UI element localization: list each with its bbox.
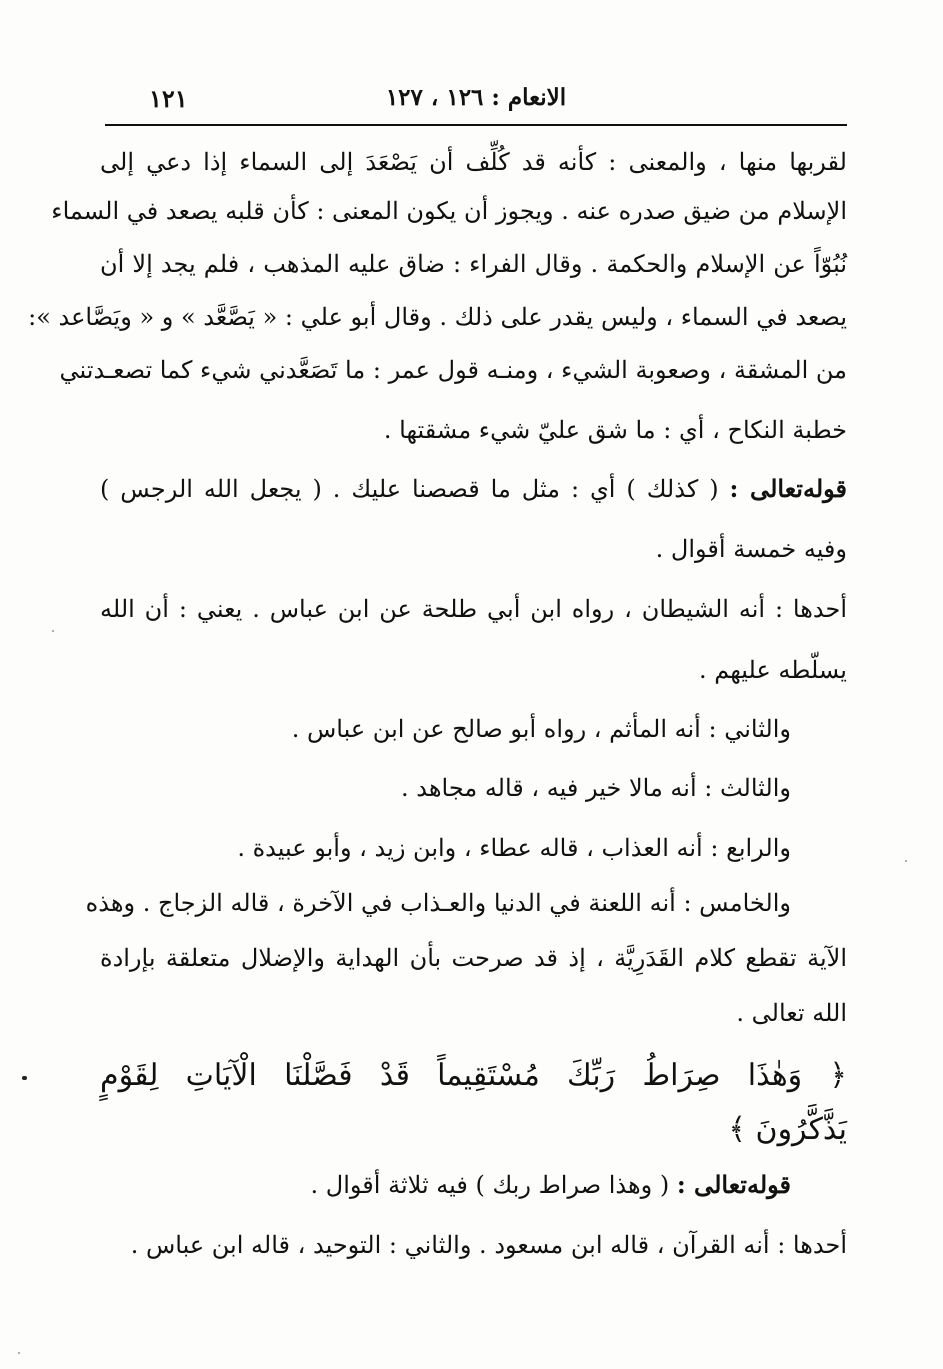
opinion-line: والرابع : أنه العذاب ، قاله عطاء ، وابن زيد ، وأبو عبيدة . (237, 834, 791, 862)
opinion-line: أحدها : أنه الشيطان ، رواه ابن أبي طلحة عن ابن عباس . يعني : أن الله (100, 595, 847, 623)
body-line: أحدها : أنه القرآن ، قاله ابن مسعود . والثاني : التوحيد ، قاله ابن عباس . (130, 1231, 847, 1259)
quran-verse-line: يَذَّكَّرُونَ ﴾ (728, 1112, 847, 1147)
body-line: يصعد في السماء ، وليس يقدر على ذلك . وقال أبو علي : « يَصَّعَّد » و « ويَصَّاعد »: (28, 303, 847, 331)
opinion-line: والثالث : أنه مالا خير فيه ، قاله مجاهد . (401, 774, 791, 802)
body-line: نُبُوّاً عن الإسلام والحكمة . وقال الفراء : ضاق عليه المذهب ، فلم يجد إلا أن (100, 250, 847, 278)
body-line: وفيه خمسة أقوال . (655, 535, 847, 563)
header-rule (105, 124, 847, 126)
running-header (105, 78, 847, 122)
qawluhu-label: قوله‌تعالى : (729, 474, 847, 503)
qawluhu-label: قوله‌تعالى : (676, 1170, 791, 1199)
body-line: الإسلام من ضيق صدره عنه . ويجوز أن يكون المعنى : كأن قلبه يصعد في السماء (51, 197, 847, 225)
opinion-line: يسلّطه عليهم . (698, 656, 847, 684)
paper-speck (905, 860, 907, 862)
header-title: الانعام : ١٢٦ ، ١٢٧ (385, 84, 567, 111)
body-line: لقربها منها ، والمعنى : كأنه قد كُلِّف أن يَصْعَدَ إلى السماء إذا دعي إلى (100, 148, 847, 176)
page-number: ١٢١ (149, 84, 188, 113)
paper-speck (18, 1352, 20, 1354)
commentary-heading-1 (100, 467, 847, 511)
quran-verse-line: ﴿ وَهٰذَا صِرَاطُ رَبِّكَ مُسْتَقِيماً قَدْ فَصَّلْنَا الْآيَاتِ لِقَوْمٍ (100, 1058, 847, 1093)
commentary-text: ( وهذا صراط ربك ) فيه ثلاثة أقوال . (310, 1171, 670, 1199)
opinion-line: الله تعالى . (736, 999, 847, 1027)
opinion-line: الآية تقطع كلام القَدَرِيَّة ، إذ قد صرحت بأن الهداية والإضلال متعلقة بإرادة (100, 944, 847, 972)
body-line: من المشقة ، وصعوبة الشيء ، ومنـه قول عمر : ما تَصَعَّدني شيء كما تصعـدتني (59, 356, 847, 384)
commentary-heading-2 (100, 1163, 791, 1207)
paper-speck (52, 630, 54, 632)
opinion-line: والخامس : أنه اللعنة في الدنيا والعـذاب في الآخرة ، قاله الزجاج . وهذه (85, 889, 791, 917)
opinion-line: والثاني : أنه المأثم ، رواه أبو صالح عن ابن عباس . (291, 715, 791, 743)
body-line: خطبة النكاح ، أي : ما شق عليّ شيء مشقتها . (383, 416, 847, 444)
commentary-text: ( كذلك ) أي : مثل ما قصصنا عليك . ( يجعل الله الرجس ) (100, 475, 719, 503)
margin-mark (22, 1076, 27, 1080)
